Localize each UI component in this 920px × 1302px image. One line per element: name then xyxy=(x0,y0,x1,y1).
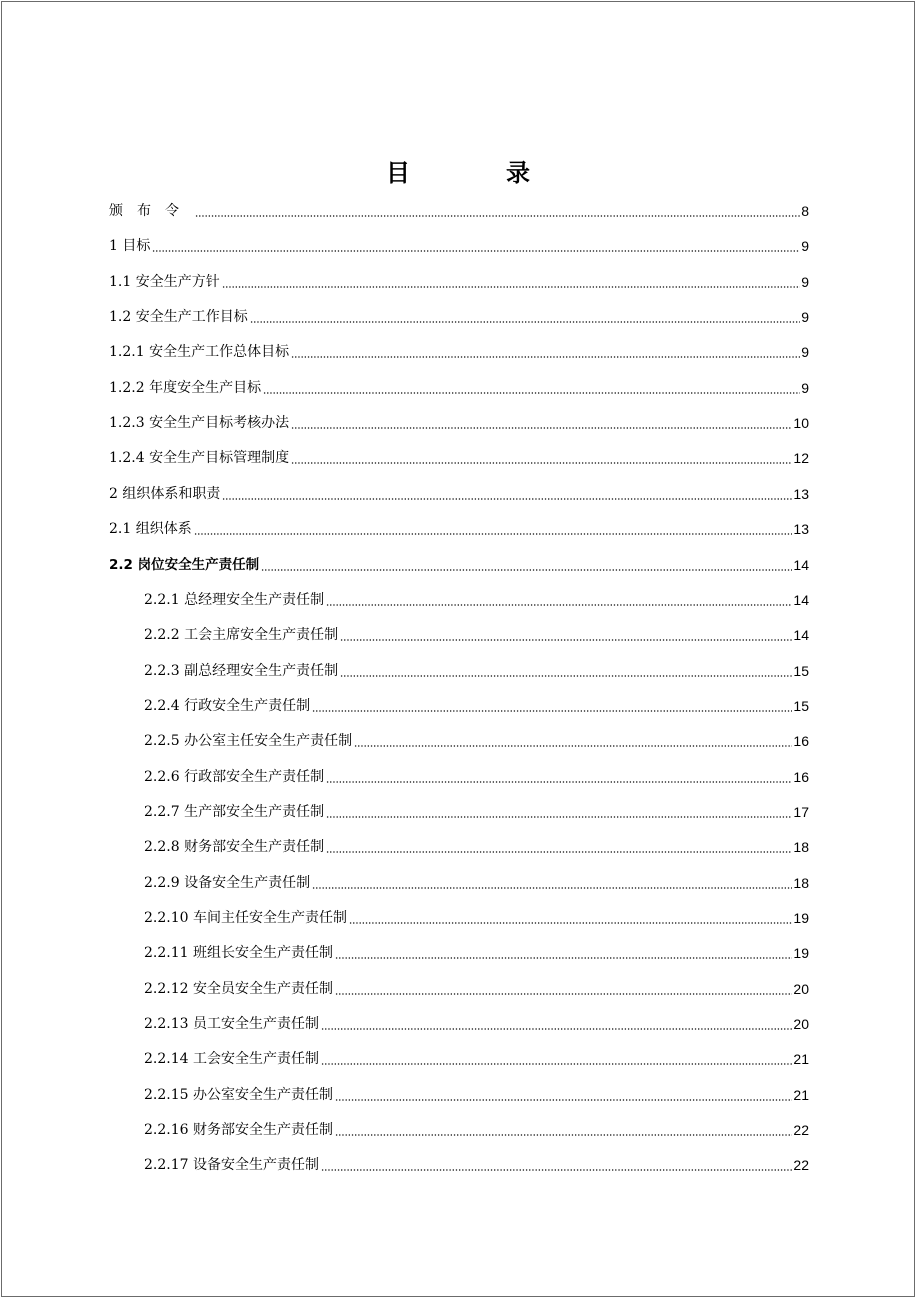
toc-entry[interactable] xyxy=(144,587,809,609)
toc-entry-label: 2.2.9 设备安全生产责任制 xyxy=(144,874,311,891)
toc-entry-label: 2.2.1 总经理安全生产责任制 xyxy=(144,591,325,608)
toc-entry-label: 1.2.4 安全生产目标管理制度 xyxy=(109,450,290,467)
toc-title: 目 录 xyxy=(386,159,566,187)
toc-dot-leader xyxy=(335,993,792,995)
toc-entry-page-number: 8 xyxy=(801,203,809,219)
toc-entry-page-number: 14 xyxy=(793,556,809,573)
toc-entry[interactable] xyxy=(144,976,809,998)
toc-entry-page-number: 9 xyxy=(801,273,809,290)
toc-dot-leader xyxy=(195,215,800,217)
toc-entry-page-number: 21 xyxy=(793,1051,809,1068)
toc-entry[interactable] xyxy=(109,233,809,255)
toc-dot-leader xyxy=(335,957,792,959)
toc-entry[interactable] xyxy=(144,870,809,892)
toc-dot-leader xyxy=(349,922,792,924)
toc-entry[interactable] xyxy=(109,552,809,574)
toc-entry-page-number: 17 xyxy=(793,803,809,820)
toc-entry-page-number: 16 xyxy=(793,768,809,785)
toc-entry-label: 2.2.3 副总经理安全生产责任制 xyxy=(144,662,339,679)
toc-entry-label: 2.2.8 财务部安全生产责任制 xyxy=(144,839,325,856)
toc-entry-label: 2 组织体系和职责 xyxy=(109,485,221,502)
toc-entry-label: 2.2.15 办公室安全生产责任制 xyxy=(144,1086,333,1103)
toc-dot-leader xyxy=(335,1099,792,1101)
toc-entry-page-number: 20 xyxy=(793,1016,809,1033)
toc-entry-page-number: 22 xyxy=(793,1122,809,1139)
toc-dot-leader xyxy=(321,1028,792,1030)
toc-entry[interactable] xyxy=(109,375,809,397)
toc-dot-leader xyxy=(340,639,792,641)
toc-entry[interactable] xyxy=(144,1046,809,1068)
toc-entry-label: 颁布令 xyxy=(109,203,193,219)
toc-dot-leader xyxy=(291,462,792,464)
toc-dot-leader xyxy=(340,675,792,677)
toc-entry[interactable] xyxy=(144,728,809,750)
toc-entry-label: 2.1 组织体系 xyxy=(109,521,192,538)
toc-entry-page-number: 15 xyxy=(793,697,809,714)
toc-entry-page-number: 9 xyxy=(801,309,809,326)
toc-dot-leader xyxy=(312,710,792,712)
toc-entry-page-number: 22 xyxy=(793,1157,809,1174)
toc-entry-label: 2.2.17 设备安全生产责任制 xyxy=(144,1157,319,1174)
toc-entry[interactable] xyxy=(109,516,809,538)
toc-dot-leader xyxy=(222,286,800,288)
toc-entry-label: 2.2.7 生产部安全生产责任制 xyxy=(144,803,325,820)
toc-dot-leader xyxy=(354,745,792,747)
toc-dot-leader xyxy=(291,427,792,429)
toc-entry-label: 1.2.3 安全生产目标考核办法 xyxy=(109,415,290,432)
toc-dot-leader xyxy=(321,1063,792,1065)
toc-entry[interactable] xyxy=(109,481,809,503)
toc-dot-leader xyxy=(263,392,800,394)
toc-entry-page-number: 16 xyxy=(793,733,809,750)
toc-dot-leader xyxy=(335,1134,792,1136)
toc-dot-leader xyxy=(222,498,792,500)
toc-entry-label: 2.2.11 班组长安全生产责任制 xyxy=(144,945,333,962)
toc-entry-label: 2.2.6 行政部安全生产责任制 xyxy=(144,768,325,785)
toc-entry[interactable] xyxy=(144,622,809,644)
toc-entry[interactable] xyxy=(109,304,809,326)
document-page xyxy=(1,1,915,1297)
toc-dot-leader xyxy=(194,533,793,535)
toc-entry-label: 2.2.10 车间主任安全生产责任制 xyxy=(144,910,347,926)
toc-entry-page-number: 10 xyxy=(793,415,809,432)
toc-dot-leader xyxy=(152,250,800,252)
toc-entry[interactable] xyxy=(109,198,809,220)
toc-dot-leader xyxy=(312,887,792,889)
toc-entry[interactable] xyxy=(144,834,809,856)
toc-entry-page-number: 20 xyxy=(793,980,809,997)
toc-dot-leader xyxy=(291,356,800,358)
toc-entry-page-number: 14 xyxy=(793,627,809,644)
toc-entry[interactable] xyxy=(144,1011,809,1033)
toc-entry-page-number: 13 xyxy=(793,485,809,502)
toc-entry[interactable] xyxy=(144,764,809,786)
toc-entry-label: 1.2.1 安全生产工作总体目标 xyxy=(109,344,290,361)
toc-entry-label: 1.2.2 年度安全生产目标 xyxy=(109,379,262,396)
toc-entry-page-number: 15 xyxy=(793,662,809,679)
toc-entry[interactable] xyxy=(144,940,809,962)
toc-entry[interactable] xyxy=(144,1117,809,1139)
toc-dot-leader xyxy=(326,851,792,853)
toc-entry-label: 1 目标 xyxy=(109,238,151,255)
toc-entry[interactable] xyxy=(144,658,809,680)
toc-dot-leader xyxy=(326,816,792,818)
toc-entry-label: 2.2.14 工会安全生产责任制 xyxy=(144,1051,319,1068)
toc-entry-label: 2.2.12 安全员安全生产责任制 xyxy=(144,980,333,997)
table-of-contents xyxy=(2,2,914,1296)
toc-entry-page-number: 13 xyxy=(793,521,809,538)
toc-entry-page-number: 19 xyxy=(793,945,809,962)
toc-entry[interactable] xyxy=(144,693,809,715)
toc-entry-label: 2.2.16 财务部安全生产责任制 xyxy=(144,1122,333,1139)
toc-entry-label: 2.2.4 行政安全生产责任制 xyxy=(144,697,311,714)
toc-entry-page-number: 9 xyxy=(801,379,809,396)
toc-entry-page-number: 18 xyxy=(793,839,809,856)
toc-dot-leader xyxy=(261,569,792,571)
toc-entry[interactable] xyxy=(144,1082,809,1104)
toc-entry-label: 2.2.2 工会主席安全生产责任制 xyxy=(144,627,339,644)
toc-entry[interactable] xyxy=(144,1152,809,1174)
toc-entry-label: 1.1 安全生产方针 xyxy=(109,273,220,290)
toc-entry-page-number: 14 xyxy=(793,591,809,608)
toc-dot-leader xyxy=(326,604,792,606)
toc-entry-page-number: 12 xyxy=(793,450,809,467)
toc-entry-page-number: 9 xyxy=(801,344,809,361)
toc-dot-leader xyxy=(321,1169,792,1171)
toc-entry-label: 2.2.13 员工安全生产责任制 xyxy=(144,1016,319,1033)
toc-entry-label: 1.2 安全生产工作目标 xyxy=(109,309,248,326)
toc-entry[interactable] xyxy=(144,799,809,821)
toc-entry-page-number: 19 xyxy=(793,910,809,926)
toc-entry-label: 2.2.5 办公室主任安全生产责任制 xyxy=(144,733,353,750)
toc-entry-label: 2.2 岗位安全生产责任制 xyxy=(109,556,260,573)
toc-entry-page-number: 21 xyxy=(793,1086,809,1103)
toc-dot-leader xyxy=(250,321,800,323)
toc-entry[interactable] xyxy=(109,410,809,432)
toc-entry-page-number: 9 xyxy=(801,238,809,255)
toc-entry[interactable] xyxy=(109,339,809,361)
toc-entry[interactable] xyxy=(109,445,809,467)
toc-dot-leader xyxy=(326,781,792,783)
toc-entry-page-number: 18 xyxy=(793,874,809,891)
toc-entry[interactable] xyxy=(109,269,809,291)
toc-entry[interactable] xyxy=(144,905,809,927)
